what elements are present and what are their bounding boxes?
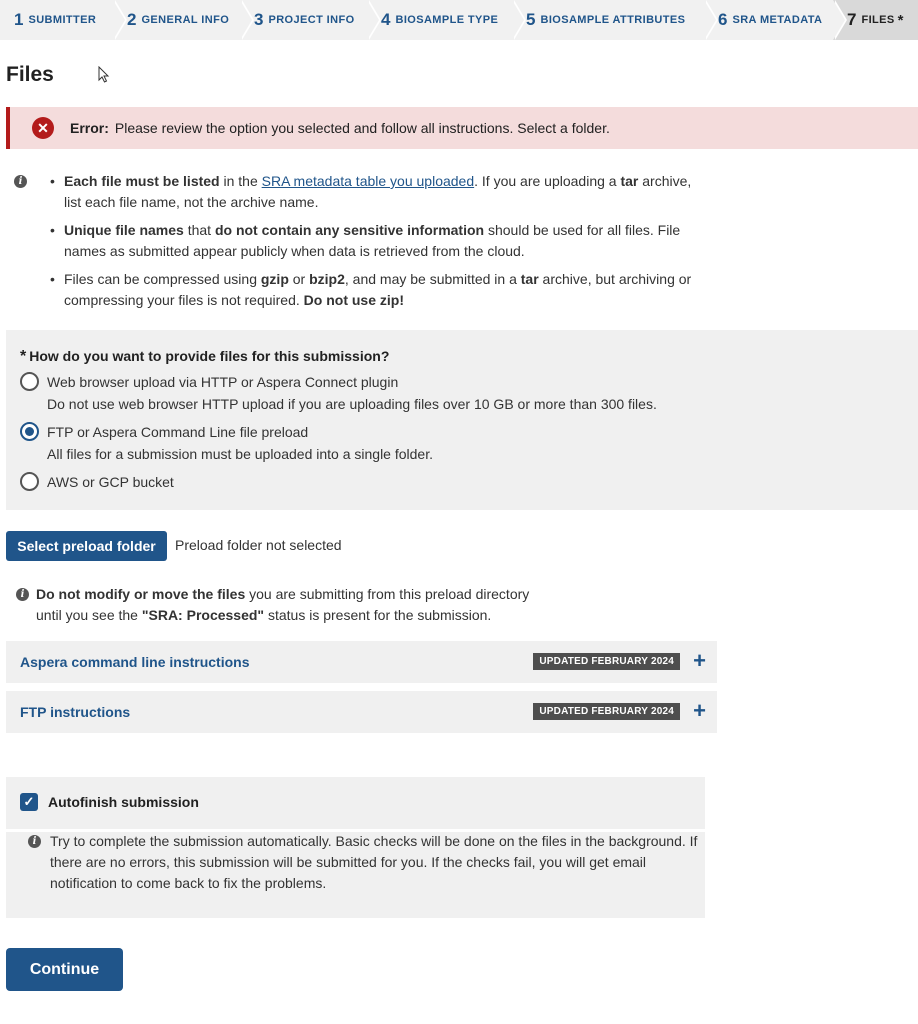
updated-badge: UPDATED FEBRUARY 2024 — [533, 703, 680, 720]
radio-button[interactable] — [20, 472, 39, 491]
step-number: 5 — [526, 10, 536, 29]
step-number: 7 — [847, 10, 857, 29]
select-preload-folder-button[interactable]: Select preload folder — [6, 531, 167, 561]
step-label: SUBMITTER — [28, 14, 97, 26]
step-number: 3 — [254, 10, 264, 29]
mouse-cursor-icon — [98, 66, 110, 83]
continue-button[interactable]: Continue — [6, 948, 123, 991]
info-icon: i — [16, 588, 29, 601]
radio-sublabel: All files for a submission must be uploaded into a single folder. — [47, 446, 433, 462]
radio-button[interactable] — [20, 422, 39, 441]
accordion-title[interactable]: FTP instructions — [20, 704, 131, 720]
step-label: FILES — [861, 14, 895, 26]
radio-button[interactable] — [20, 372, 39, 391]
error-message: Please review the option you selected and follow all instructions. Select a folder. — [114, 120, 610, 136]
required-marker: * — [897, 11, 904, 29]
list-item: • Each file must be listed in the SRA metadata table you uploaded. If you are uploading a tar archive, list each file name, not the archive name. — [64, 171, 704, 213]
ftp-instructions-accordion[interactable] — [6, 691, 717, 733]
autofinish-checkbox-row[interactable] — [20, 793, 199, 811]
updated-badge: UPDATED FEBRUARY 2024 — [533, 653, 680, 670]
info-icon: i — [14, 175, 27, 188]
step-number: 1 — [14, 10, 24, 29]
wizard-steps — [0, 0, 918, 40]
expand-plus-icon[interactable]: + — [693, 648, 706, 673]
page-title: Files — [6, 63, 54, 86]
radio-ftp-aspera-preload[interactable] — [20, 422, 308, 441]
list-item: • Unique file names that do not contain any sensitive information should be used for all files. File names as submitted appear publicly when data is retrieved from the cloud. — [64, 220, 704, 262]
expand-plus-icon[interactable]: + — [693, 698, 706, 723]
step-number: 4 — [381, 10, 391, 29]
checkbox-checked-icon[interactable]: ✓ — [20, 793, 38, 811]
error-label: Error: — [70, 120, 109, 136]
autofinish-panel — [6, 777, 705, 918]
preload-warning-note: i Do not modify or move the files you are submitting from this preload directory until you see the "SRA: Processed" status is present for the submission. — [16, 584, 529, 626]
aspera-instructions-accordion[interactable] — [6, 641, 717, 683]
step-number: 2 — [127, 10, 137, 29]
step-project-info[interactable] — [240, 0, 367, 40]
step-sra-metadata[interactable] — [704, 0, 833, 40]
radio-label: AWS or GCP bucket — [47, 473, 174, 490]
step-number: 6 — [718, 10, 728, 29]
step-label: SRA METADATA — [732, 14, 823, 26]
step-label: PROJECT INFO — [268, 14, 355, 26]
step-submitter[interactable] — [0, 0, 113, 40]
list-item: • Files can be compressed using gzip or bzip2, and may be submitted in a tar archive, but archiving or compressing your files is not required. Do not use zip! — [64, 269, 704, 311]
provide-files-question: * How do you want to provide files for this submission? — [20, 348, 390, 365]
info-icon: i — [28, 835, 41, 848]
autofinish-help-text: Try to complete the submission automatically. Basic checks will be done on the files in the background. If there are no errors, this submission will be submitted for you. If the checks fail, you will get email notification to come back to fix the problems. — [50, 833, 698, 891]
radio-web-browser-upload[interactable] — [20, 372, 398, 391]
step-label: GENERAL INFO — [141, 14, 230, 26]
radio-aws-gcp-bucket[interactable] — [20, 472, 174, 491]
preload-folder-status: Preload folder not selected — [175, 537, 342, 553]
step-label: BIOSAMPLE ATTRIBUTES — [540, 14, 686, 26]
radio-label: FTP or Aspera Command Line file preload — [47, 423, 309, 440]
step-biosample-attributes[interactable] — [512, 0, 704, 40]
radio-label: Web browser upload via HTTP or Aspera Connect plugin — [47, 373, 399, 390]
autofinish-label: Autofinish submission — [48, 794, 199, 810]
step-biosample-type[interactable] — [367, 0, 512, 40]
step-label: BIOSAMPLE TYPE — [395, 14, 499, 26]
step-general-info[interactable] — [113, 0, 240, 40]
error-banner — [6, 107, 918, 149]
radio-sublabel: Do not use web browser HTTP upload if you are uploading files over 10 GB or more than 300 files. — [47, 396, 657, 412]
required-asterisk: * — [20, 348, 27, 365]
error-close-icon: ✕ — [32, 117, 54, 139]
sra-metadata-table-link[interactable]: SRA metadata table you uploaded — [261, 173, 475, 189]
accordion-title[interactable]: Aspera command line instructions — [20, 654, 250, 670]
provide-files-panel — [6, 330, 918, 510]
autofinish-help — [28, 831, 698, 894]
